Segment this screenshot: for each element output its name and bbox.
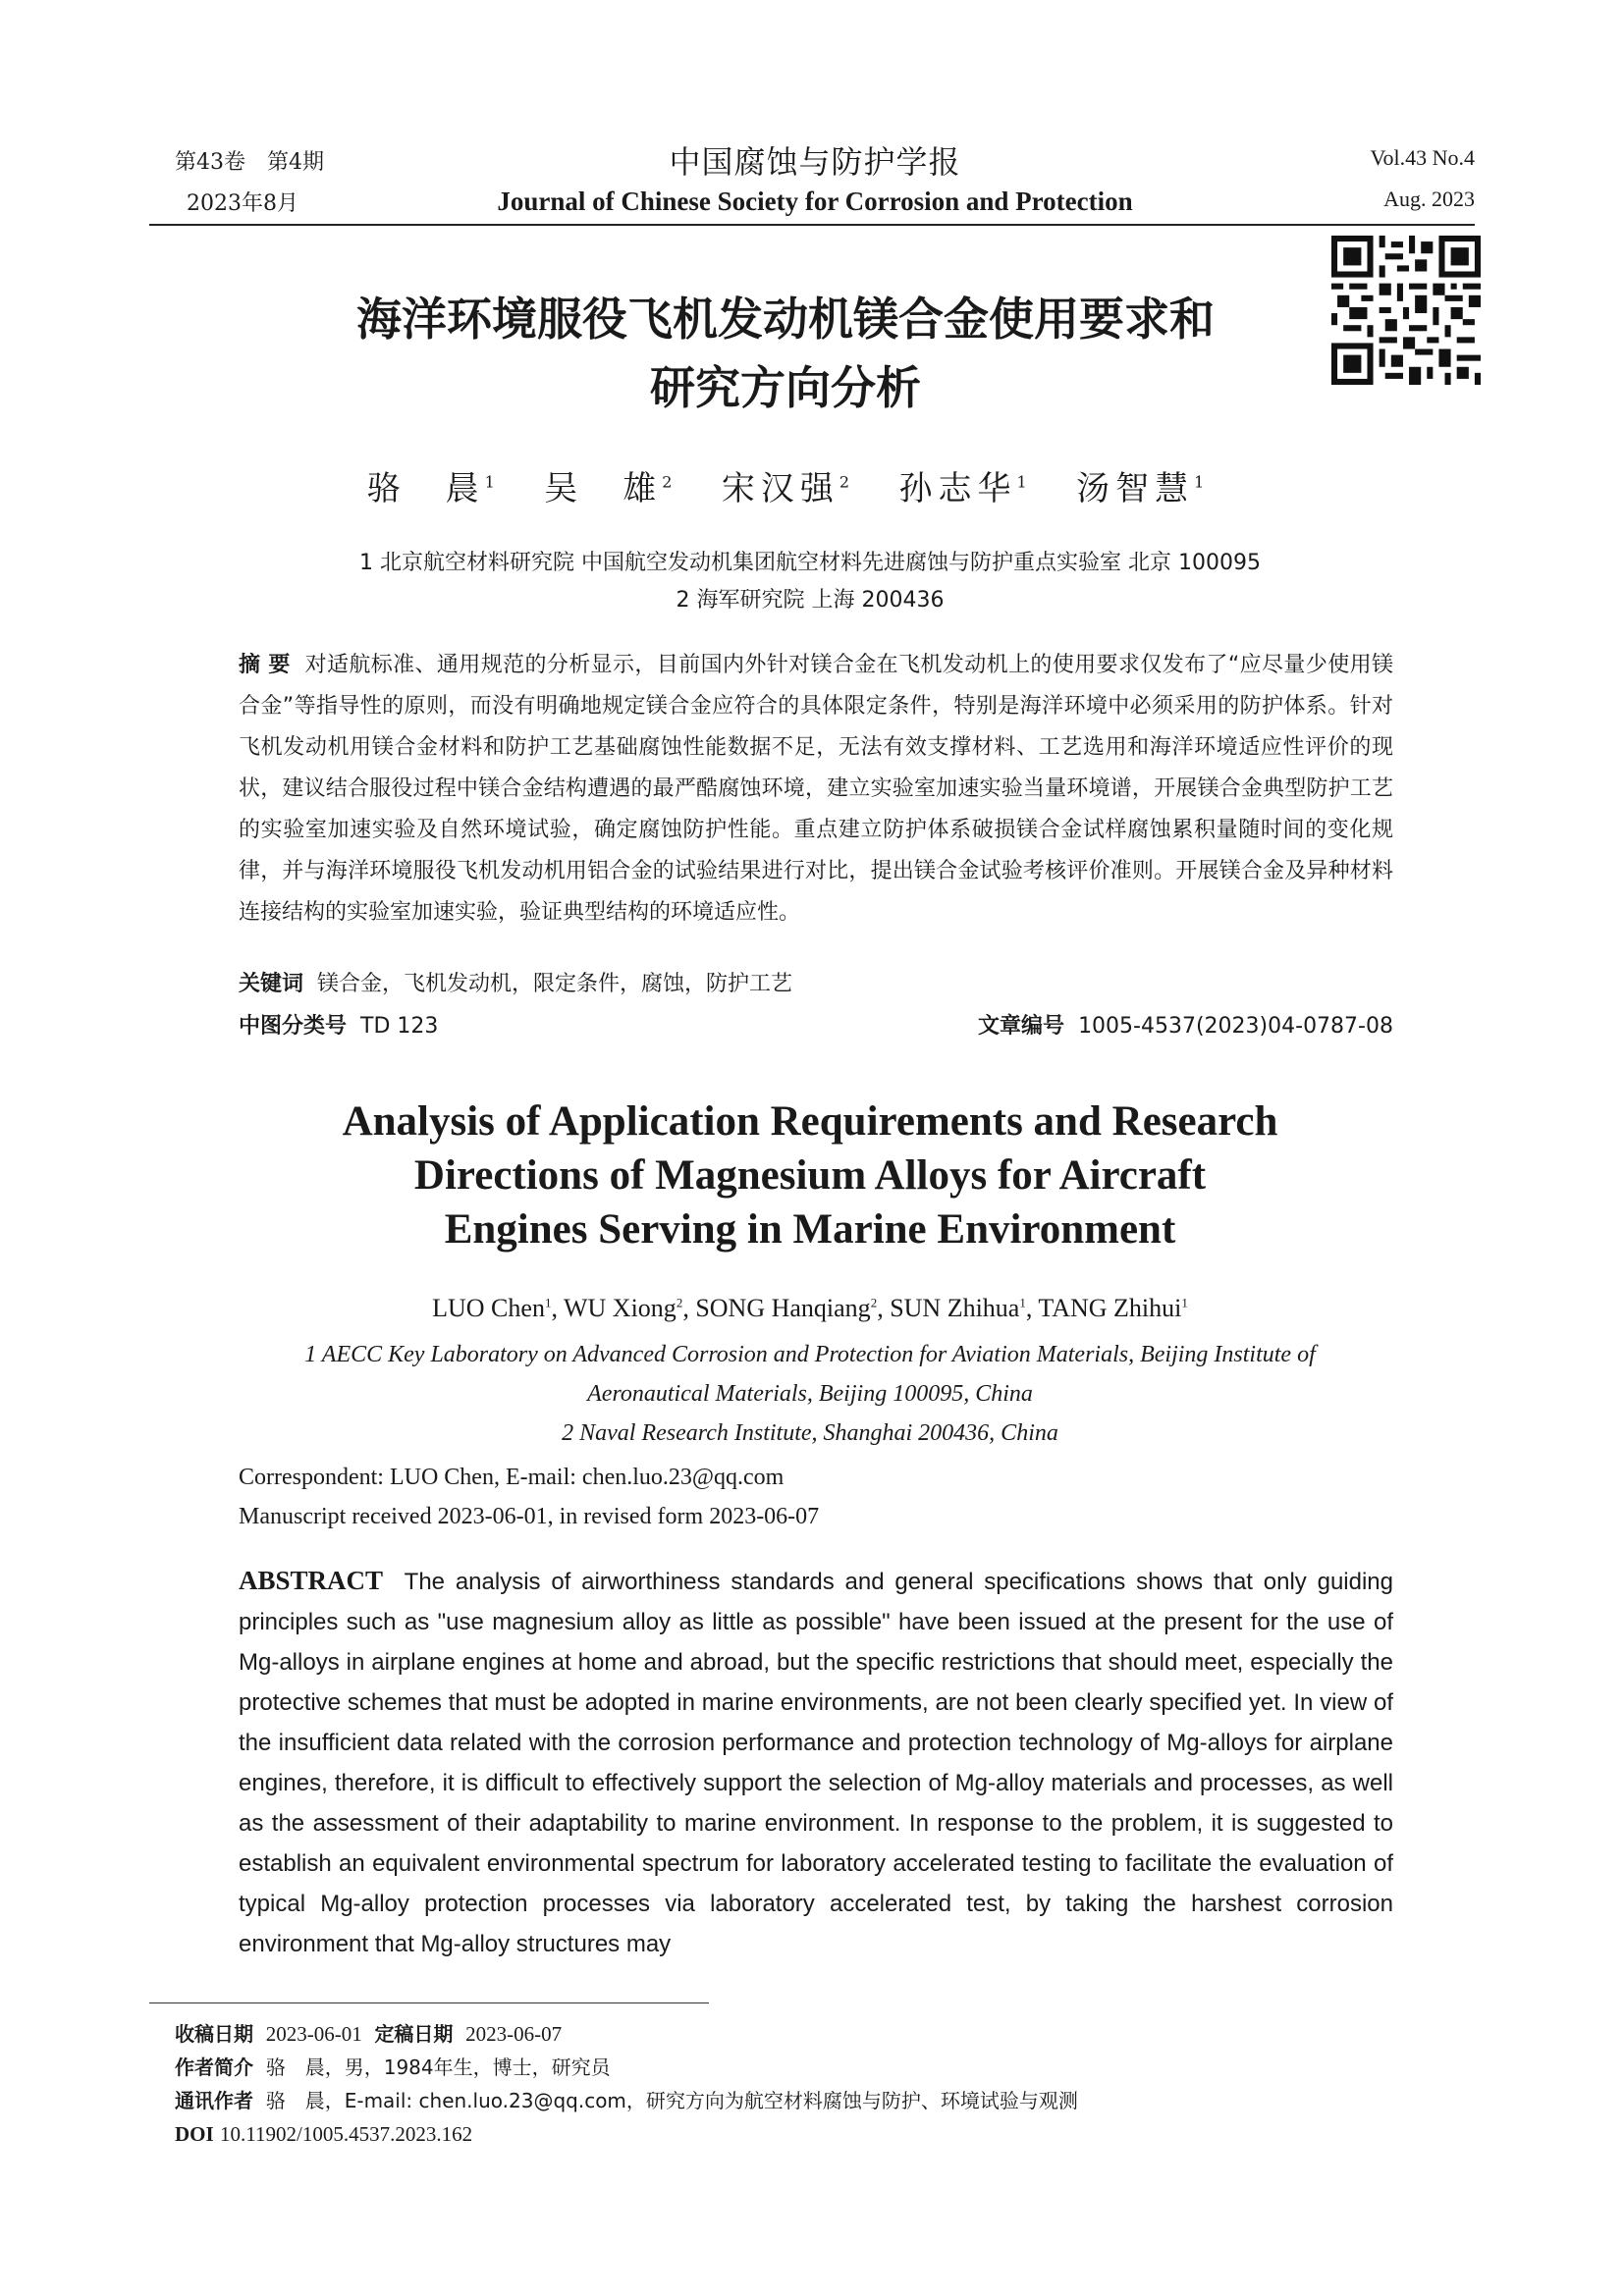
author-en: WU Xiong$^2$: [563, 1294, 683, 1322]
volume-issue-en: Vol.43 No.4: [1370, 145, 1475, 170]
correspondent: Correspondent: LUO Chen, E-mail: chen.luo.23@qq.com: [239, 1465, 785, 1490]
keywords-cn-text: 镁合金，飞机发动机，限定条件，腐蚀，防护工艺: [317, 972, 793, 996]
abstract-cn-text: 对适航标准、通用规范的分析显示，目前国内外针对镁合金在飞机发动机上的使用要求仅发布了“应尽量少使用镁合金”等指导性的原则，而没有明确地规定镁合金应符合的具体限定条件，特别是海洋环境中必须采用的防护体系。针对飞机发动机用镁合金材料和防护工艺基础腐蚀性能数据不足，无法有效支撑材料、工艺选用和海洋环境适应性评价的现状，建议结合服役过程中镁合金结构遭遇的最严酷腐蚀环境，建立实验室加速实验当量环境谱，开展镁合金典型防护工艺的实验室加速实验及自然环境试验，确定腐蚀防护性能。重点建立防护体系破损镁合金试样腐蚀累积量随时间的变化规律，并与海洋环境服役飞机发动机用铝合金的试验结果进行对比，提出镁合金试验考核评价准则。开展镁合金及异种材料连接结构的实验室加速实验，验证典型结构的环境适应性。: [239, 653, 1393, 925]
clc-value: TD 123: [360, 1014, 439, 1039]
keywords-cn-label: 关键词: [239, 972, 304, 996]
article-number: [978, 1009, 1393, 1040]
author-en: LUO Chen$^1$: [432, 1294, 552, 1322]
paper-title-en-line: Engines Serving in Marine Environment: [444, 1206, 1176, 1253]
journal-title-cn: 中国腐蚀与防护学报: [669, 143, 961, 181]
affiliation-cn: 2 海军研究院 上海 200436: [676, 588, 945, 613]
abstract-en-text: The analysis of airworthiness standards and general specifications shows that only guiding principles such as "use magnesium alloy as little as possible" have been issued at the present for the use of Mg-alloys in airplane engines at home and abroad, but the specific restrictions that should meet, especially the protective schemes that must be adopted in marine environments, are not been clearly specified yet. In view of the insufficient data related with the corrosion performance and protection technology of Mg-alloys for airplane engines, therefore, it is difficult to effectively support the selection of Mg-alloy materials and processes, as well as the assessment of their adaptability to marine environment. In response to the problem, it is suggested to establish an equivalent environmental spectrum for laboratory accelerated testing to facilitate the evaluation of typical Mg-alloy protection processes via laboratory accelerated test, by taking the harshest corrosion environment that Mg-alloy structures may: [239, 1569, 1393, 1957]
abstract-cn-label: 摘 要: [239, 653, 291, 677]
paper-title-en-line: Directions of Magnesium Alloys for Aircraft: [413, 1152, 1207, 1199]
affiliation-cn: 1 北京航空材料研究院 中国航空发动机集团航空材料先进腐蚀与防护重点实验室 北京 100095: [359, 551, 1261, 575]
author-cn: 吴 雄$^2$: [544, 469, 673, 508]
manuscript-dates: Manuscript received 2023-06-01, in revised form 2023-06-07: [239, 1504, 820, 1529]
abstract-en: [239, 1561, 1393, 1964]
footnote-doi[interactable]: DOI 10.11902/1005.4537.2023.162: [175, 2122, 473, 2146]
author-cn: 宋汉强$^2$: [721, 469, 850, 508]
journal-title-en: Journal of Chinese Society for Corrosion and Protection: [497, 187, 1133, 216]
footnote-rule: [149, 2002, 709, 2003]
affiliations-cn: [245, 545, 1375, 619]
correspondence-block: [239, 1458, 819, 1536]
date-cn: 2023年8月: [187, 191, 298, 216]
article-number-value: 1005-4537(2023)04-0787-08: [1078, 1014, 1393, 1039]
article-number-label: 文章编号: [978, 1014, 1065, 1039]
footnotes: [175, 2017, 1402, 2151]
abstract-cn: [239, 645, 1393, 934]
date-en: Aug. 2023: [1383, 187, 1475, 211]
qr-code-icon[interactable]: [1331, 236, 1481, 385]
footnote-bio: 作者简介 骆 晨，男，1984年生，博士，研究员: [175, 2056, 611, 2079]
affiliations-en: [245, 1335, 1375, 1453]
author-cn: 汤智慧$^1$: [1076, 469, 1205, 508]
paper-title-en-line: Analysis of Application Requirements and Research: [342, 1098, 1278, 1145]
keywords-cn: [239, 967, 1393, 997]
authors-en: LUO Chen$^1$, WU Xiong$^2$, SONG Hanqiang$^2$, SUN Zhihua$^1$, TANG Zhihui$^1$: [432, 1294, 1188, 1322]
clc-label: 中图分类号: [239, 1014, 348, 1039]
abstract-en-label: ABSTRACT: [239, 1566, 384, 1595]
authors-cn: [295, 461, 1276, 509]
classification-row: [239, 1009, 1393, 1040]
affiliation-en: 2 Naval Research Institute, Shanghai 200436, China: [562, 1420, 1058, 1446]
affiliation-en: Aeronautical Materials, Beijing 100095, China: [587, 1381, 1033, 1407]
author-en: SONG Hanqiang$^2$: [695, 1294, 878, 1322]
affiliation-en: 1 AECC Key Laboratory on Advanced Corrosion and Protection for Aviation Materials, Beijing Institute of: [304, 1342, 1316, 1367]
footnote-corresponding: 通讯作者 骆 晨，E-mail: chen.luo.23@qq.com，研究方向为航空材料腐蚀与防护、环境试验与观测: [175, 2089, 1078, 2112]
volume-issue-cn: 第43卷 第4期: [175, 150, 324, 175]
paper-title-cn-line1: 海洋环境服役飞机发动机镁合金使用要求和: [356, 293, 1215, 346]
header-rule: [149, 224, 1475, 226]
author-cn: 骆 晨$^1$: [366, 469, 495, 508]
author-cn: 孙志华$^1$: [898, 469, 1027, 508]
paper-title-cn-line2: 研究方向分析: [650, 361, 921, 414]
footnote-dates: 收稿日期 2023-06-01 定稿日期 2023-06-07: [175, 2022, 563, 2046]
author-en: TANG Zhihui$^1$: [1038, 1294, 1188, 1322]
paper-title-cn: [295, 285, 1276, 422]
paper-title-en: [245, 1095, 1375, 1256]
author-en: SUN Zhihua$^1$: [890, 1294, 1026, 1322]
